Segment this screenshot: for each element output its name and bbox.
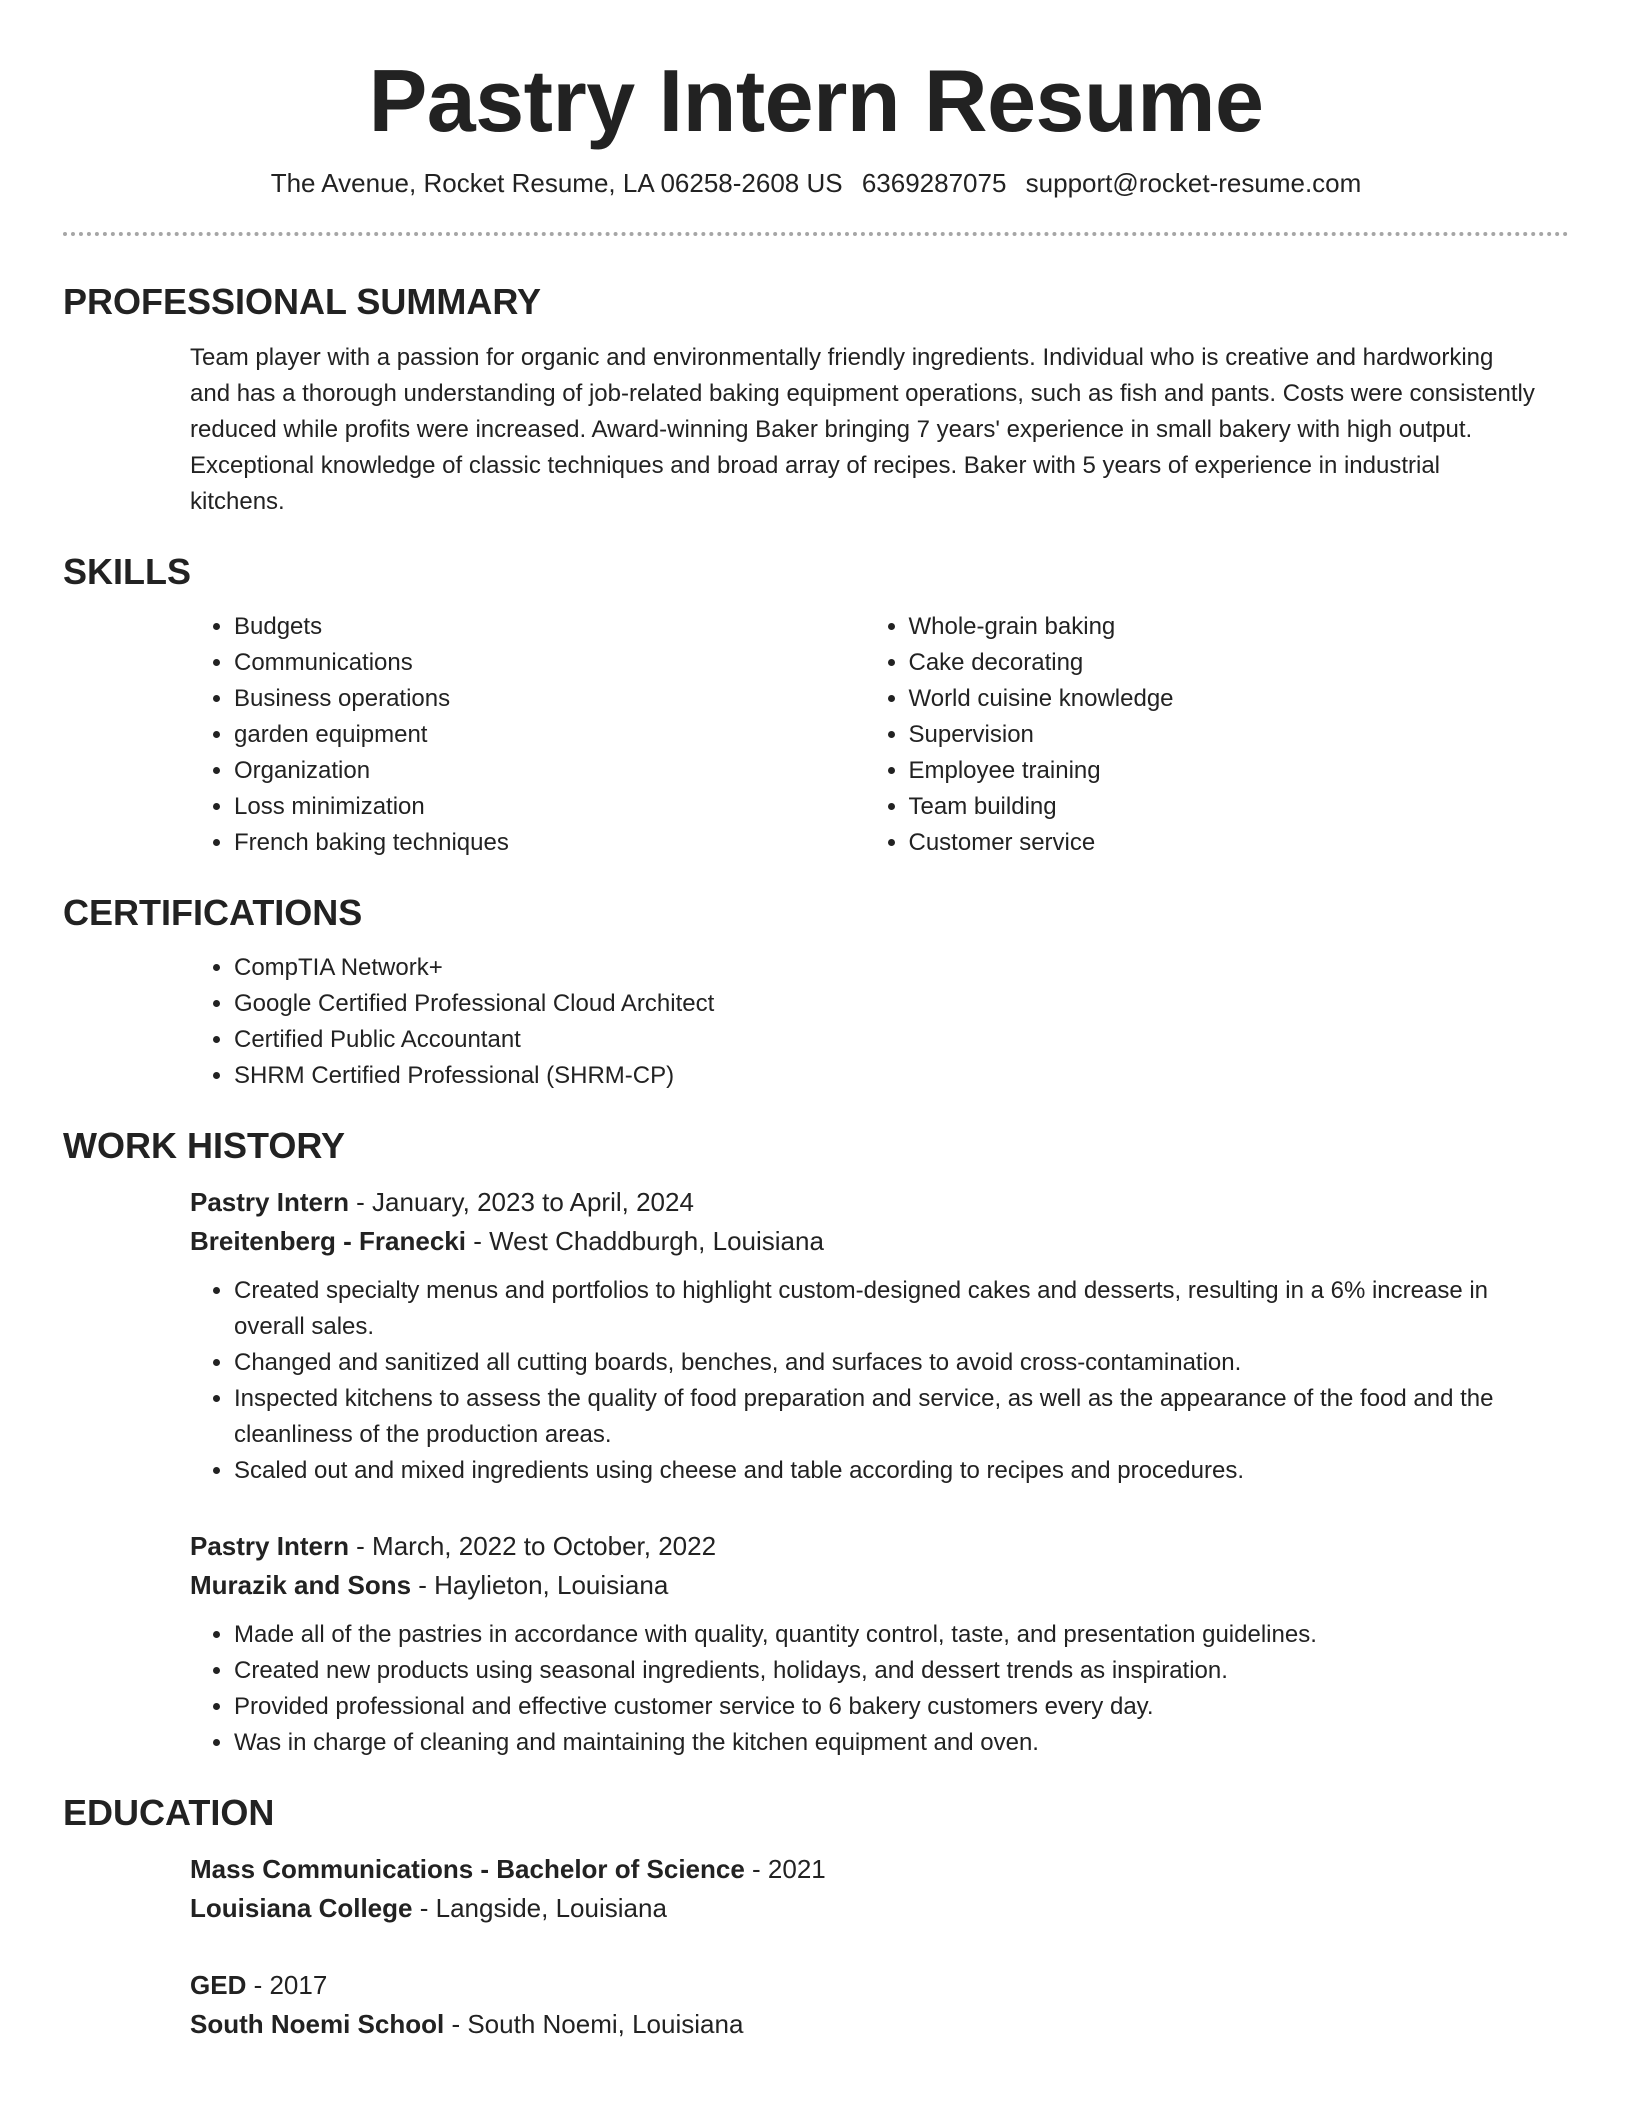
- job-company-line: [190, 1566, 1539, 1605]
- work-history-section: [0, 1124, 1632, 1761]
- skill-item: • Loss minimization: [234, 789, 865, 825]
- education-location: - South Noemi, Louisiana: [444, 2009, 744, 2040]
- skills-list-right: [865, 609, 1540, 861]
- job-duty: • Changed and sanitized all cutting boards, benches, and surfaces to avoid cross-contamination.: [234, 1345, 1539, 1381]
- education-year: - 2017: [246, 1970, 328, 2001]
- certification-item: • SHRM Certified Professional (SHRM-CP): [234, 1058, 1539, 1094]
- job-title-line: [190, 1183, 1539, 1222]
- education-section: [0, 1791, 1632, 2044]
- education-entry: [190, 1850, 1539, 1928]
- certification-item: • Google Certified Professional Cloud Architect: [234, 986, 1539, 1022]
- job-entry: [190, 1527, 1539, 1761]
- job-role: Pastry Intern: [190, 1187, 349, 1218]
- education-school: South Noemi School: [190, 2009, 445, 2040]
- job-company: Murazik and Sons: [190, 1570, 412, 1601]
- education-degree: Mass Communications - Bachelor of Science: [190, 1854, 745, 1885]
- certification-item: • CompTIA Network+: [234, 950, 1539, 986]
- skills-heading: SKILLS: [63, 550, 192, 592]
- education-year: - 2021: [744, 1854, 826, 1885]
- job-location: - Haylieton, Louisiana: [411, 1570, 669, 1601]
- job-duties-list: [190, 1617, 1539, 1761]
- resume-header: [0, 0, 1632, 200]
- job-duties-list: [190, 1273, 1539, 1489]
- work-history-heading: WORK HISTORY: [63, 1124, 346, 1166]
- job-company: Breitenberg - Franecki: [190, 1226, 466, 1257]
- job-duty: • Was in charge of cleaning and maintaining the kitchen equipment and oven.: [234, 1725, 1539, 1761]
- education-entry: [190, 1966, 1539, 2044]
- skills-grid: [190, 609, 1539, 861]
- job-dates: - January, 2023 to April, 2024: [348, 1187, 694, 1218]
- skill-item: • World cuisine knowledge: [909, 681, 1540, 717]
- education-degree-line: [190, 1966, 1539, 2005]
- job-duty: • Inspected kitchens to assess the quality of food preparation and service, as well as the appearance of the food and the cleanliness of the production areas.: [234, 1381, 1539, 1453]
- contact-phone: 6369287075: [861, 167, 1007, 198]
- skill-item: • Customer service: [909, 825, 1540, 861]
- certifications-section: [0, 891, 1632, 1094]
- skill-item: • Communications: [234, 645, 865, 681]
- certifications-heading: CERTIFICATIONS: [63, 891, 363, 933]
- job-title-line: [190, 1527, 1539, 1566]
- contact-address: The Avenue, Rocket Resume, LA 06258-2608 US: [270, 167, 843, 198]
- education-degree: GED: [190, 1970, 247, 2001]
- education-school-line: [190, 2005, 1539, 2044]
- job-dates: - March, 2022 to October, 2022: [348, 1531, 717, 1562]
- education-school: Louisiana College: [190, 1893, 413, 1924]
- skill-item: • Business operations: [234, 681, 865, 717]
- certifications-list: [190, 950, 1539, 1094]
- contact-line: [0, 167, 1632, 201]
- skill-item: • Supervision: [909, 717, 1540, 753]
- skill-item: • Cake decorating: [909, 645, 1540, 681]
- job-company-line: [190, 1222, 1539, 1261]
- skill-item: • Employee training: [909, 753, 1540, 789]
- skill-item: • Budgets: [234, 609, 865, 645]
- job-duty: • Provided professional and effective customer service to 6 bakery customers every day.: [234, 1689, 1539, 1725]
- education-heading: EDUCATION: [63, 1792, 275, 1834]
- skill-item: • French baking techniques: [234, 825, 865, 861]
- resume-title: Pastry Intern Resume: [368, 51, 1264, 150]
- skill-item: • garden equipment: [234, 717, 865, 753]
- education-degree-line: [190, 1850, 1539, 1889]
- skill-item: • Whole-grain baking: [909, 609, 1540, 645]
- certification-item: • Certified Public Accountant: [234, 1022, 1539, 1058]
- job-duty: • Made all of the pastries in accordance with quality, quantity control, taste, and presentation guidelines.: [234, 1617, 1539, 1653]
- job-location: - West Chaddburgh, Louisiana: [465, 1226, 824, 1257]
- contact-email[interactable]: support@rocket-resume.com: [1025, 167, 1362, 198]
- education-school-line: [190, 1889, 1539, 1928]
- skills-section: [0, 550, 1632, 861]
- summary-text: Team player with a passion for organic and environmentally friendly ingredients. Individual who is creative and hardworking and has a thorough understanding of job-related baking equipment operations, such as fish and pants. Costs were consistently reduced while profits were increased. Award-winning Baker bringing 7 years' experience in small bakery with high output. Exceptional knowledge of classic techniques and broad array of recipes. Baker with 5 years of experience in industrial kitchens.: [190, 343, 1535, 515]
- summary-section: [0, 280, 1632, 519]
- skill-item: • Team building: [909, 789, 1540, 825]
- skill-item: • Organization: [234, 753, 865, 789]
- job-duty: • Scaled out and mixed ingredients using cheese and table according to recipes and procedures.: [234, 1453, 1539, 1489]
- header-divider: [63, 232, 1569, 236]
- job-duty: • Created new products using seasonal ingredients, holidays, and dessert trends as inspiration.: [234, 1653, 1539, 1689]
- job-role: Pastry Intern: [190, 1531, 349, 1562]
- education-location: - Langside, Louisiana: [412, 1893, 667, 1924]
- job-entry: [190, 1183, 1539, 1489]
- summary-heading: PROFESSIONAL SUMMARY: [63, 281, 542, 323]
- skills-list-left: [190, 609, 865, 861]
- job-duty: • Created specialty menus and portfolios to highlight custom-designed cakes and desserts, resulting in a 6% increase in overall sales.: [234, 1273, 1539, 1345]
